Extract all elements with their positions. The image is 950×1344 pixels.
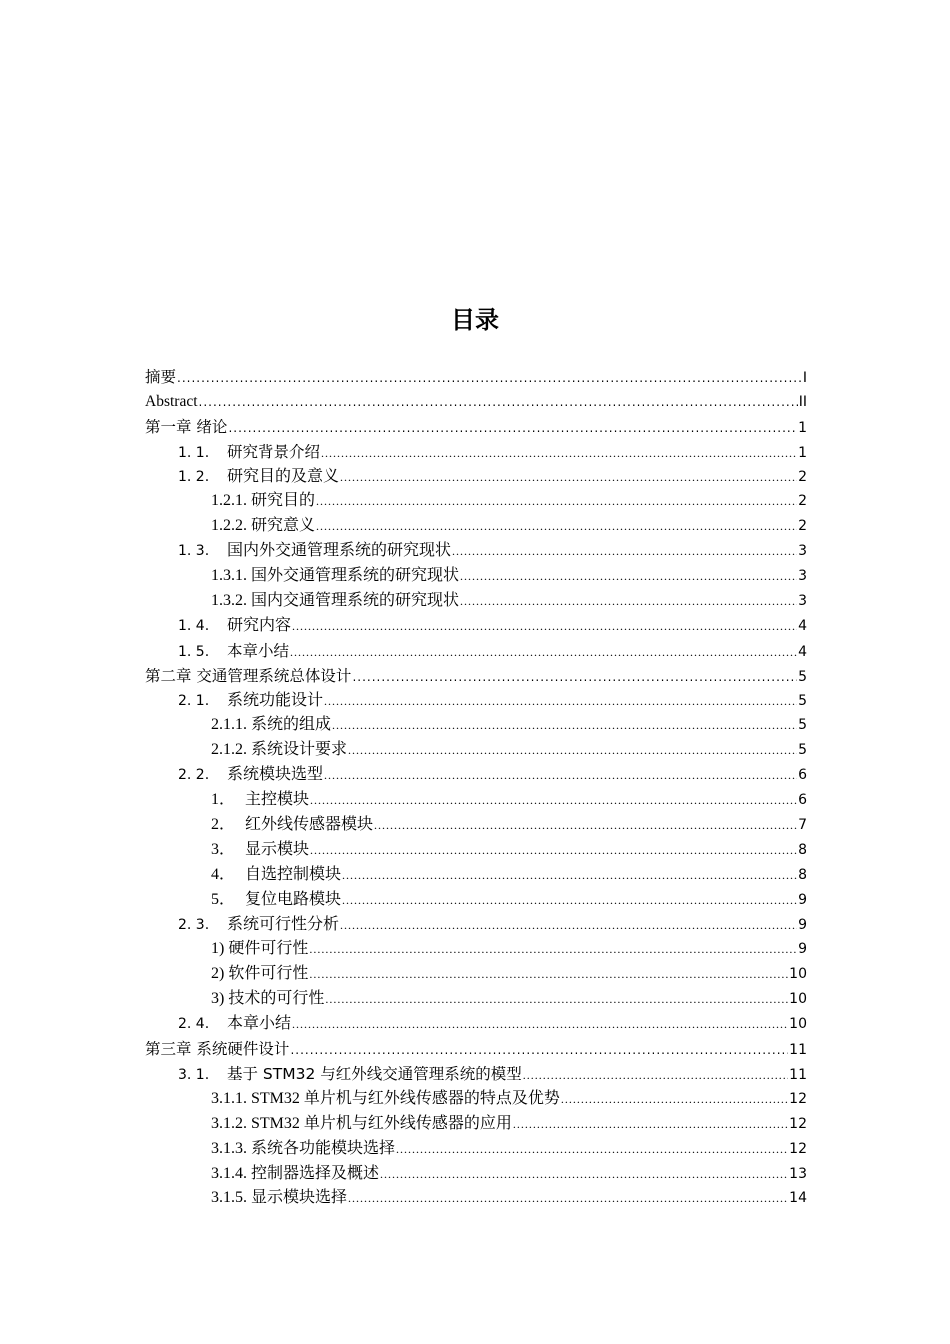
- toc-entry-title: STM32 单片机与红外线传感器的应用: [251, 1114, 512, 1132]
- toc-entry[interactable]: [145, 987, 807, 1012]
- dot-leader: [340, 465, 797, 490]
- toc-entry-title: 显示模块选择: [251, 1189, 348, 1207]
- toc-entry-number: 1．: [211, 791, 236, 809]
- dot-leader: [342, 888, 797, 913]
- dot-leader: [348, 1186, 788, 1211]
- toc-title: 目录: [451, 306, 499, 334]
- toc-entry-number: 1. 1.: [178, 444, 210, 461]
- dot-leader: [352, 665, 797, 690]
- dot-leader: [309, 937, 797, 962]
- toc-entry[interactable]: [145, 639, 807, 664]
- dot-leader: [513, 1112, 788, 1137]
- toc-entry-title: 第二章 交通管理系统总体设计: [145, 666, 352, 685]
- dot-leader: [310, 838, 797, 863]
- toc-entry-number: 4．: [211, 865, 236, 883]
- toc-entry-number: 2. 4.: [178, 1016, 210, 1033]
- toc-entry-title: 硬件可行性: [228, 940, 309, 958]
- dot-leader: [396, 1137, 788, 1162]
- toc-entry-title: 自选控制模块: [245, 865, 342, 883]
- toc-entry[interactable]: [145, 962, 807, 987]
- toc-entry-page: 3: [798, 568, 807, 585]
- toc-entry-number: 1.3.2.: [211, 592, 247, 610]
- toc-entry[interactable]: [145, 564, 807, 589]
- toc-entry[interactable]: [145, 1112, 807, 1137]
- toc-entry-number: 3.1.4.: [211, 1164, 247, 1182]
- toc-entry-title: 技术的可行性: [228, 990, 325, 1008]
- toc-entry-title: 系统设计要求: [251, 741, 348, 759]
- toc-entry-title: 系统的组成: [251, 716, 332, 734]
- toc-entry-title: 系统模块选型: [227, 766, 324, 784]
- toc-entry-page: 6: [798, 767, 807, 784]
- dot-leader: [324, 689, 797, 714]
- toc-entry-page: 12: [789, 1115, 807, 1132]
- toc-entry-title: 国内外交通管理系统的研究现状: [227, 542, 452, 560]
- dot-leader: [460, 564, 797, 589]
- toc-entry-title: 研究意义: [251, 517, 316, 535]
- dot-leader: [309, 962, 788, 987]
- toc-entry-title: 国内交通管理系统的研究现状: [251, 592, 460, 610]
- toc-entry-page: 4: [798, 643, 807, 660]
- dot-leader: [460, 589, 797, 614]
- toc-entry[interactable]: [145, 489, 807, 514]
- toc-entry-page: 2: [798, 518, 807, 535]
- toc-entry-number: 5．: [211, 890, 236, 908]
- toc-entry-page: II: [798, 393, 807, 410]
- toc-entry-page: 4: [798, 617, 807, 634]
- toc-entry[interactable]: [145, 465, 807, 490]
- table-of-contents: [145, 365, 807, 1211]
- toc-entry-number: 1): [211, 940, 225, 958]
- toc-entry[interactable]: [145, 1087, 807, 1112]
- toc-entry[interactable]: [145, 664, 807, 689]
- toc-entry-page: 3: [798, 593, 807, 610]
- toc-entry-page: 14: [789, 1190, 807, 1207]
- toc-entry-number: 1.2.1.: [211, 492, 247, 510]
- toc-entry-number: 2. 1.: [178, 692, 210, 709]
- toc-entry-title: 基于 STM32 与红外线交通管理系统的模型: [227, 1064, 522, 1083]
- toc-entry-page: 11: [789, 1042, 807, 1059]
- toc-entry-title: 研究背景介绍: [227, 442, 321, 461]
- toc-entry-title: 主控模块: [245, 791, 310, 809]
- dot-leader: [452, 539, 797, 564]
- toc-entry[interactable]: [145, 514, 807, 539]
- toc-entry-title: 显示模块: [245, 840, 310, 858]
- toc-entry[interactable]: [145, 589, 807, 614]
- dot-leader: [292, 614, 797, 639]
- toc-entry-number: 1. 4.: [178, 617, 210, 634]
- toc-entry-title: 摘要: [145, 368, 177, 386]
- toc-entry-page: 9: [798, 941, 807, 958]
- dot-leader: [325, 987, 788, 1012]
- dot-leader: [324, 763, 797, 788]
- dot-leader: [321, 441, 797, 466]
- toc-entry-title: 第三章 系统硬件设计: [145, 1040, 290, 1059]
- dot-leader: [561, 1087, 788, 1112]
- toc-entry[interactable]: [145, 913, 807, 938]
- dot-leader: [380, 1162, 788, 1187]
- toc-entry-number: 1. 2.: [178, 468, 210, 485]
- toc-entry-page: 5: [798, 668, 807, 685]
- toc-entry-title: 研究内容: [227, 616, 292, 634]
- toc-entry-number: 2): [211, 965, 225, 983]
- toc-entry[interactable]: [145, 1137, 807, 1162]
- toc-entry[interactable]: [145, 713, 807, 738]
- toc-entry-page: 2: [798, 468, 807, 485]
- toc-entry-number: 1. 3.: [178, 543, 210, 560]
- dot-leader: [199, 390, 798, 415]
- toc-entry-number: 2．: [211, 816, 236, 834]
- toc-entry-title: 复位电路模块: [245, 890, 342, 908]
- toc-entry-page: 1: [798, 419, 807, 436]
- toc-entry-number: 3．: [211, 840, 236, 858]
- toc-entry[interactable]: [145, 1037, 807, 1062]
- toc-entry-title: Abstract: [145, 392, 198, 410]
- toc-entry-number: 1. 5.: [178, 643, 210, 660]
- toc-entry[interactable]: [145, 689, 807, 714]
- toc-entry[interactable]: [145, 539, 807, 564]
- dot-leader: [177, 366, 802, 391]
- toc-entry-page: 6: [798, 792, 807, 809]
- dot-leader: [316, 489, 797, 514]
- toc-entry[interactable]: [145, 838, 807, 863]
- toc-entry-title: 第一章 绪论: [145, 417, 228, 436]
- toc-entry-page: I: [802, 370, 807, 386]
- toc-entry-title: 控制器选择及概述: [251, 1164, 380, 1182]
- dot-leader: [228, 416, 797, 441]
- toc-entry[interactable]: [145, 863, 807, 888]
- dot-leader: [348, 738, 797, 763]
- toc-entry-page: 10: [789, 991, 807, 1008]
- toc-entry-title: 研究目的: [251, 492, 316, 510]
- toc-entry-number: 3. 1.: [178, 1066, 210, 1083]
- toc-entry-title: 软件可行性: [228, 965, 309, 983]
- toc-entry[interactable]: [145, 1062, 807, 1087]
- toc-entry-page: 2: [798, 493, 807, 510]
- toc-entry-page: 9: [798, 916, 807, 933]
- toc-entry-title: 系统可行性分析: [227, 915, 340, 933]
- toc-entry[interactable]: [145, 614, 807, 639]
- toc-entry-number: 1.2.2.: [211, 517, 247, 535]
- dot-leader: [316, 514, 797, 539]
- toc-entry-page: 1: [798, 444, 807, 461]
- toc-entry-page: 11: [789, 1066, 807, 1083]
- toc-entry[interactable]: [145, 1186, 807, 1211]
- toc-entry-title: 本章小结: [227, 641, 290, 660]
- toc-entry-title: 国外交通管理系统的研究现状: [251, 567, 460, 585]
- dot-leader: [310, 788, 797, 813]
- toc-entry-number: 2.1.1.: [211, 716, 247, 734]
- toc-entry-page: 5: [798, 717, 807, 734]
- toc-entry-number: 3.1.1.: [211, 1089, 247, 1107]
- toc-entry[interactable]: [145, 788, 807, 813]
- toc-entry[interactable]: [145, 415, 807, 440]
- dot-leader: [342, 863, 797, 888]
- toc-entry-page: 7: [798, 817, 807, 834]
- toc-entry-page: 5: [798, 742, 807, 759]
- toc-entry-page: 5: [798, 692, 807, 709]
- toc-entry-page: 3: [798, 543, 807, 560]
- dot-leader: [374, 813, 797, 838]
- toc-entry-number: 1.3.1.: [211, 567, 247, 585]
- toc-entry-title: 研究目的及意义: [227, 467, 340, 485]
- dot-leader: [340, 913, 797, 938]
- toc-entry-number: 3): [211, 990, 225, 1008]
- toc-entry-title: 本章小结: [227, 1015, 292, 1033]
- toc-entry[interactable]: [145, 888, 807, 913]
- toc-entry-title: STM32 单片机与红外线传感器的特点及优势: [251, 1089, 560, 1107]
- toc-entry-number: 2. 3.: [178, 916, 210, 933]
- toc-entry-title: 红外线传感器模块: [245, 816, 374, 834]
- toc-entry-page: 12: [789, 1090, 807, 1107]
- toc-entry[interactable]: [145, 440, 807, 465]
- toc-entry[interactable]: [145, 738, 807, 763]
- toc-entry-page: 12: [789, 1140, 807, 1157]
- toc-entry[interactable]: [145, 365, 807, 390]
- dot-leader: [290, 640, 797, 665]
- toc-entry[interactable]: [145, 763, 807, 788]
- dot-leader: [290, 1038, 788, 1063]
- toc-entry-number: 3.1.3.: [211, 1139, 247, 1157]
- toc-entry[interactable]: [145, 390, 807, 415]
- dot-leader: [292, 1012, 788, 1037]
- toc-entry-number: 3.1.5.: [211, 1189, 247, 1207]
- toc-entry-title: 系统各功能模块选择: [251, 1139, 396, 1157]
- toc-entry-page: 10: [789, 1016, 807, 1033]
- toc-entry-page: 8: [798, 841, 807, 858]
- toc-entry-number: 3.1.2.: [211, 1114, 247, 1132]
- toc-entry-page: 13: [789, 1165, 807, 1182]
- toc-entry[interactable]: [145, 1162, 807, 1187]
- toc-entry-page: 10: [789, 966, 807, 983]
- toc-entry-number: 2.1.2.: [211, 741, 247, 759]
- dot-leader: [332, 713, 797, 738]
- toc-entry-title: 系统功能设计: [227, 691, 324, 709]
- toc-entry[interactable]: [145, 813, 807, 838]
- toc-entry[interactable]: [145, 937, 807, 962]
- toc-entry-number: 2. 2.: [178, 767, 210, 784]
- toc-entry-page: 8: [798, 866, 807, 883]
- toc-entry[interactable]: [145, 1012, 807, 1037]
- dot-leader: [523, 1063, 788, 1088]
- toc-entry-page: 9: [798, 891, 807, 908]
